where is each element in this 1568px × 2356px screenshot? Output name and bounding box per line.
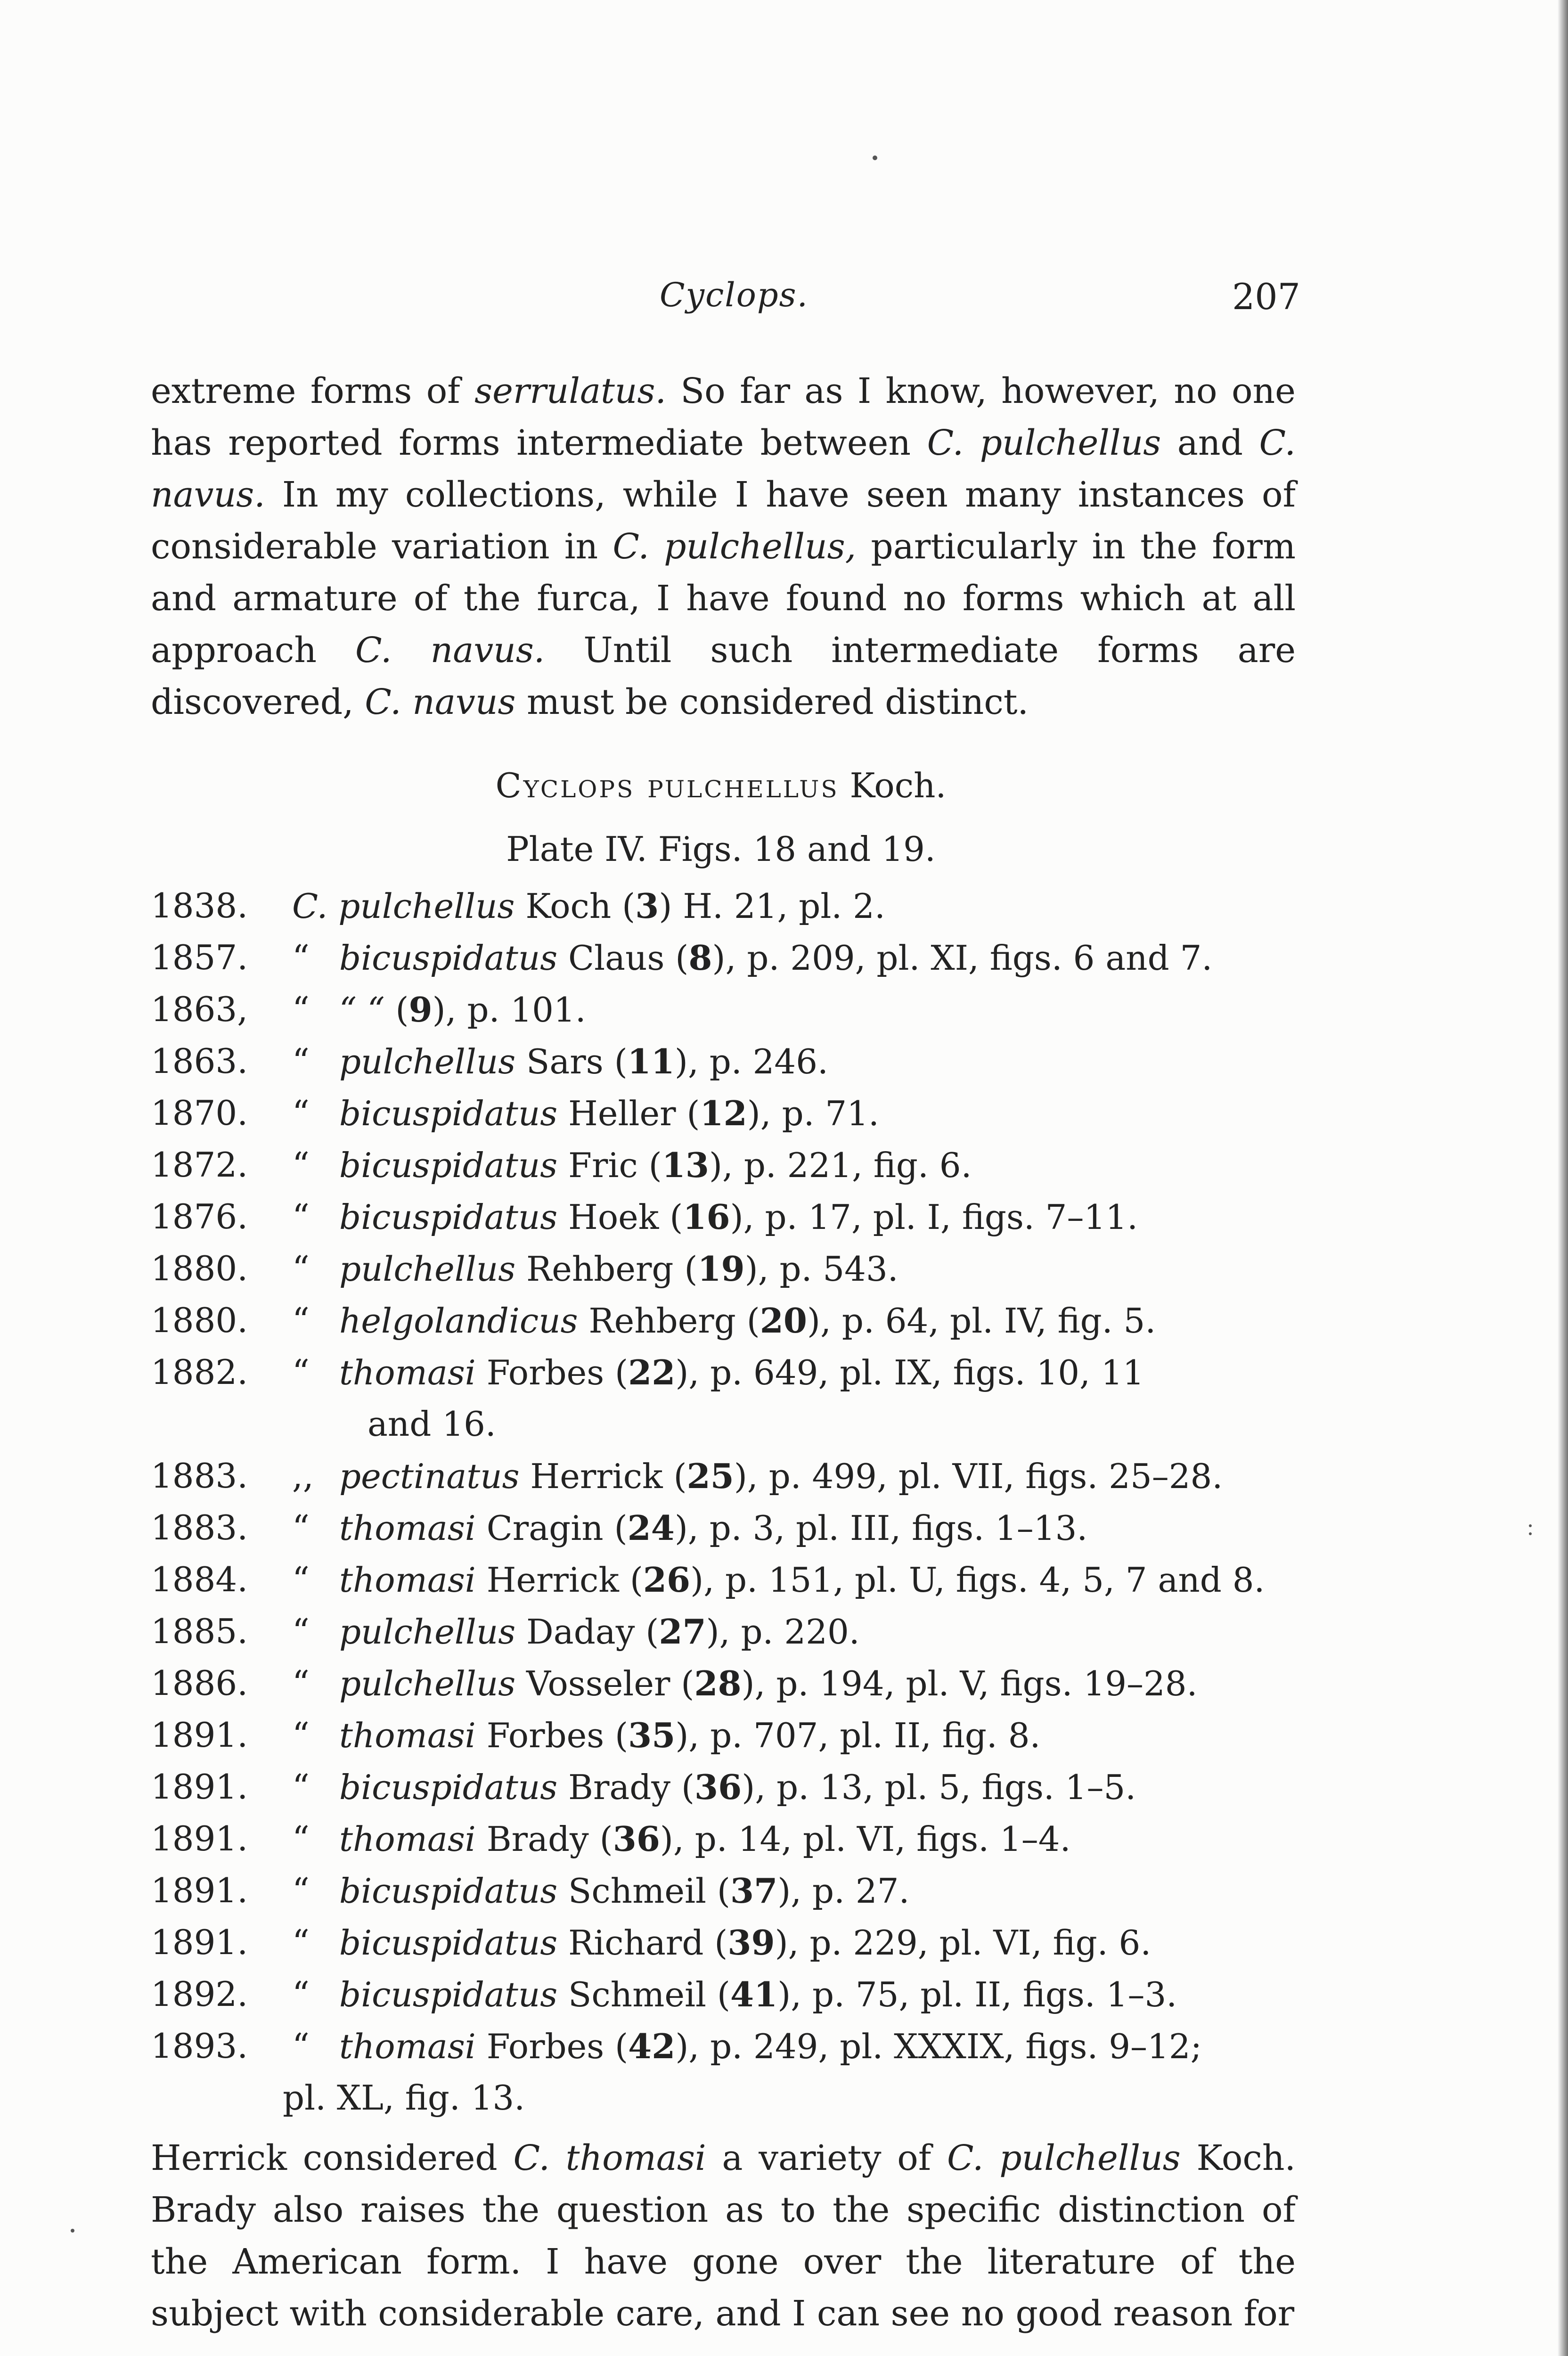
entry-details: ), p. 64, pl. IV, fig. 5. [807, 1301, 1156, 1341]
entry-author: Cragin ( [475, 1508, 628, 1548]
synonymy-entry [151, 1922, 1300, 1974]
entry-author: Forbes ( [475, 2027, 629, 2066]
page-header [141, 276, 1300, 327]
reference-number: 41 [730, 1974, 778, 2014]
entry-author: Forbes ( [475, 1353, 629, 1392]
section-title [141, 766, 1300, 805]
entry-year: 1885. [151, 1612, 248, 1651]
reference-number: 25 [686, 1456, 734, 1496]
taxon-name: bicuspidatus [339, 1197, 558, 1237]
entry-citation [339, 938, 1300, 978]
entry-citation [339, 1974, 1300, 2014]
text-run: and [1161, 423, 1259, 463]
reference-number: 8 [688, 938, 712, 978]
reference-number: 20 [760, 1301, 807, 1341]
ditto-mark: “ [292, 1819, 310, 1858]
ditto-mark: “ [292, 990, 310, 1029]
entry-details: ), p. 13, pl. 5, figs. 1–5. [742, 1767, 1136, 1807]
entry-author: Koch ( [514, 886, 636, 926]
synonymy-list [151, 886, 1300, 2130]
synonymy-entry [151, 1663, 1300, 1715]
entry-details: ), p. 17, pl. I, figs. 7–11. [730, 1197, 1138, 1237]
synonymy-entry [151, 2026, 1300, 2130]
italic-run: C. navus. [151, 423, 1296, 515]
synonymy-entry [151, 1974, 1300, 2026]
plate-reference: Plate IV. Figs. 18 and 19. [506, 829, 936, 869]
entry-details: ), p. 499, pl. VII, figs. 25–28. [734, 1456, 1223, 1496]
intro-paragraph [151, 365, 1296, 728]
reference-number: 19 [697, 1249, 745, 1289]
entry-details: ), p. 249, pl. XXXIX, figs. 9–12; [675, 2027, 1202, 2066]
italic-run: C. pulchellus, [612, 526, 857, 567]
reference-number: 35 [628, 1715, 676, 1755]
reference-number: 27 [659, 1612, 706, 1652]
synonymy-entry [151, 1819, 1300, 1871]
entry-year: 1893. [151, 2026, 248, 2066]
text-run: In my collections, while I have seen many instances of considerable variation in [151, 474, 1296, 567]
ditto-mark: “ [292, 1612, 310, 1651]
reference-number: 28 [694, 1663, 742, 1703]
ditto-mark: “ [292, 1145, 310, 1185]
synonymy-entry [151, 1249, 1300, 1301]
page-number: 207 [1232, 276, 1300, 318]
italic-run: C. thomasi [513, 2138, 706, 2178]
text-run: So far as I know, however, no one has reported forms intermediate between [151, 371, 1296, 463]
italic-run: serrulatus. [474, 371, 666, 411]
entry-details: ), p. 27. [777, 1871, 910, 1911]
synonymy-entry [151, 1767, 1300, 1819]
taxon-name: bicuspidatus [339, 1145, 558, 1185]
entry-author: Brady ( [475, 1819, 613, 1859]
entry-details: ), p. 14, pl. VI, figs. 1–4. [660, 1819, 1071, 1859]
entry-year: 1884. [151, 1560, 248, 1599]
entry-citation [339, 1715, 1300, 1755]
taxon-name: bicuspidatus [339, 1767, 558, 1807]
reference-number: 3 [635, 886, 659, 926]
ditto-mark: “ [292, 1560, 310, 1599]
ditto-mark: “ [292, 938, 310, 977]
reference-number: 42 [628, 2026, 676, 2066]
entry-year: 1883. [151, 1508, 248, 1547]
synonymy-entry [151, 1197, 1300, 1249]
ditto-mark: “ [292, 1249, 310, 1288]
closing-paragraph [151, 2132, 1296, 2340]
running-head: Cyclops. [660, 276, 808, 314]
entry-continuation: pl. XL, fig. 13. [283, 2078, 525, 2118]
ditto-mark: “ [292, 1041, 310, 1081]
entry-citation [339, 1819, 1300, 1859]
entry-year: 1891. [151, 1922, 248, 1962]
ditto-mark: ,, [292, 1456, 314, 1496]
ditto-mark: “ [292, 1767, 310, 1807]
species-author: Koch. [839, 766, 947, 805]
entry-details: ), p. 75, pl. II, figs. 1–3. [777, 1975, 1177, 2014]
entry-citation [339, 1041, 1300, 1081]
taxon-name: pulchellus [339, 1042, 516, 1081]
entry-author: Sars ( [515, 1042, 628, 1081]
entry-citation [292, 886, 1300, 926]
entry-year: 1886. [151, 1663, 248, 1703]
synonymy-entry [151, 1508, 1300, 1560]
taxon-name: thomasi [339, 1353, 476, 1392]
text-run: Herrick considered [151, 2138, 514, 2178]
synonymy-entry [151, 1301, 1300, 1352]
entry-citation [339, 990, 1300, 1030]
entry-year: 1857. [151, 938, 248, 977]
synonymy-entry [151, 938, 1300, 990]
entry-details: ), p. 101. [432, 990, 586, 1030]
ditto-mark: “ [292, 1871, 310, 1910]
entry-year: 1880. [151, 1301, 248, 1340]
scan-speck [1529, 1532, 1532, 1535]
entry-author: Schmeil ( [557, 1975, 730, 2014]
entry-details: ), p. 194, pl. V, figs. 19–28. [741, 1664, 1198, 1703]
entry-author: Hoek ( [557, 1197, 683, 1237]
reference-number: 11 [627, 1041, 675, 1081]
ditto-mark: “ [292, 1974, 310, 2014]
species-name: Cyclops pulchellus [495, 766, 839, 805]
entry-author: Rehberg ( [578, 1301, 760, 1341]
ditto-mark: “ [292, 2026, 310, 2066]
ditto-mark: “ [292, 1301, 310, 1340]
entry-year: 1882. [151, 1352, 248, 1392]
entry-year: 1883. [151, 1456, 248, 1496]
reference-number: 22 [628, 1352, 676, 1392]
entry-details: ), p. 220. [706, 1612, 860, 1652]
synonymy-entry [151, 886, 1300, 938]
synonymy-entry [151, 1715, 1300, 1767]
entry-author: Forbes ( [475, 1716, 629, 1755]
entry-citation [339, 2026, 1300, 2066]
taxon-name: “ “ [339, 990, 385, 1030]
entry-year: 1891. [151, 1715, 248, 1755]
entry-citation [339, 1456, 1300, 1496]
entry-year: 1876. [151, 1197, 248, 1236]
reference-number: 37 [730, 1871, 778, 1911]
taxon-name: pulchellus [339, 1249, 516, 1289]
entry-author: ( [384, 990, 409, 1030]
reference-number: 9 [408, 990, 433, 1030]
text-run: must be considered distinct. [515, 682, 1029, 722]
reference-number: 12 [700, 1093, 747, 1133]
taxon-name: thomasi [339, 1819, 476, 1859]
text-run: Koch. Brady also raises the question as to the specific distinction of the American form. I have gone over the literature of the subject with considerable care, and I can see no good reason for [151, 2138, 1296, 2334]
synonymy-entry [151, 1612, 1300, 1663]
taxon-name: thomasi [339, 1716, 476, 1755]
entry-details: ), p. 229, pl. VI, fig. 6. [775, 1923, 1152, 1963]
entry-year: 1870. [151, 1093, 248, 1133]
italic-run: C. navus. [355, 630, 545, 671]
entry-details: ) H. 21, pl. 2. [659, 886, 885, 926]
entry-author: Herrick ( [475, 1560, 643, 1600]
taxon-name: helgolandicus [339, 1301, 578, 1341]
entry-details: ), p. 71. [747, 1094, 879, 1133]
scan-edge-right [1558, 0, 1568, 2356]
entry-details: ), p. 649, pl. IX, figs. 10, 11 [675, 1353, 1144, 1392]
ditto-mark: “ [292, 1508, 310, 1547]
entry-author: Rehberg ( [515, 1249, 698, 1289]
scan-speck [1529, 1524, 1532, 1527]
entry-details: ), p. 707, pl. II, fig. 8. [675, 1716, 1041, 1755]
entry-year: 1872. [151, 1145, 248, 1185]
taxon-name: bicuspidatus [339, 938, 558, 978]
taxon-name: thomasi [339, 1560, 476, 1600]
entry-author: Schmeil ( [557, 1871, 730, 1911]
entry-year: 1863. [151, 1041, 248, 1081]
taxon-name: pulchellus [339, 1664, 516, 1703]
entry-continuation: and 16. [368, 1404, 496, 1444]
entry-citation [339, 1197, 1300, 1237]
reference-number: 16 [683, 1197, 730, 1237]
entry-author: Claus ( [557, 938, 689, 978]
entry-details: ), p. 151, pl. U, figs. 4, 5, 7 and 8. [690, 1560, 1265, 1600]
text-run: a variety of [706, 2138, 947, 2178]
italic-run: C. pulchellus [927, 423, 1161, 463]
entry-year: 1880. [151, 1249, 248, 1288]
taxon-name: bicuspidatus [339, 1923, 558, 1963]
entry-citation [339, 1093, 1300, 1133]
entry-citation [339, 1922, 1300, 1963]
entry-author: Richard ( [557, 1923, 728, 1963]
text-run: extreme forms of [151, 371, 475, 411]
ditto-mark: “ [292, 1197, 310, 1236]
entry-author: Daday ( [515, 1612, 659, 1652]
entry-citation [339, 1301, 1300, 1341]
synonymy-entry [151, 1560, 1300, 1612]
synonymy-entry [151, 1456, 1300, 1508]
taxon-name: thomasi [339, 2027, 476, 2066]
entry-citation [339, 1871, 1300, 1911]
entry-citation [339, 1249, 1300, 1289]
entry-author: Brady ( [557, 1767, 695, 1807]
taxon-name: bicuspidatus [339, 1094, 558, 1133]
ditto-mark: “ [292, 1352, 310, 1392]
reference-number: 26 [643, 1560, 691, 1600]
scan-speck [71, 2229, 74, 2233]
entry-author: Herrick ( [519, 1456, 687, 1496]
scan-speck [873, 155, 877, 160]
synonymy-entry [151, 1352, 1300, 1456]
entry-year: 1863, [151, 990, 248, 1029]
entry-citation [339, 1663, 1300, 1703]
reference-number: 36 [612, 1819, 660, 1859]
entry-citation [339, 1560, 1300, 1600]
reference-number: 24 [627, 1508, 675, 1548]
text-run: Until such intermediate forms are discovered, [151, 630, 1296, 722]
entry-citation [339, 1145, 1300, 1185]
entry-details: ), p. 3, pl. III, figs. 1–13. [674, 1508, 1088, 1548]
taxon-name: pectinatus [339, 1456, 520, 1496]
entry-citation [339, 1612, 1300, 1652]
entry-year: 1891. [151, 1819, 248, 1858]
entry-details: ), p. 543. [744, 1249, 898, 1289]
reference-number: 36 [694, 1767, 742, 1807]
ditto-mark: “ [292, 1715, 310, 1755]
entry-citation [339, 1508, 1300, 1548]
entry-year: 1892. [151, 1974, 248, 2014]
entry-citation [339, 1767, 1300, 1807]
synonymy-entry [151, 1041, 1300, 1093]
taxon-name: bicuspidatus [339, 1871, 558, 1911]
taxon-name: pulchellus [339, 1612, 516, 1652]
reference-number: 39 [727, 1922, 775, 1963]
entry-citation [339, 1352, 1300, 1392]
reference-number: 13 [662, 1145, 709, 1185]
synonymy-entry [151, 990, 1300, 1041]
ditto-mark: “ [292, 1922, 310, 1962]
text-run: particularly in the form and armature of the furca, I have found no forms which at all approach [151, 526, 1296, 671]
entry-author: Vosseler ( [515, 1664, 694, 1703]
synonymy-entry [151, 1093, 1300, 1145]
entry-year: 1838. [151, 886, 248, 925]
entry-author: Fric ( [557, 1145, 662, 1185]
taxon-name: thomasi [339, 1508, 476, 1548]
entry-details: ), p. 246. [674, 1042, 828, 1081]
entry-details: ), p. 221, fig. 6. [709, 1145, 972, 1185]
entry-author: Heller ( [557, 1094, 700, 1133]
entry-details: ), p. 209, pl. XI, figs. 6 and 7. [712, 938, 1213, 978]
synonymy-entry [151, 1145, 1300, 1197]
ditto-mark: “ [292, 1093, 310, 1133]
italic-run: C. pulchellus [947, 2138, 1181, 2178]
taxon-name: C. pulchellus [292, 886, 515, 926]
entry-year: 1891. [151, 1871, 248, 1910]
ditto-mark: “ [292, 1663, 310, 1703]
italic-run: C. navus [365, 682, 516, 722]
entry-year: 1891. [151, 1767, 248, 1807]
synonymy-entry [151, 1871, 1300, 1922]
taxon-name: bicuspidatus [339, 1975, 558, 2014]
